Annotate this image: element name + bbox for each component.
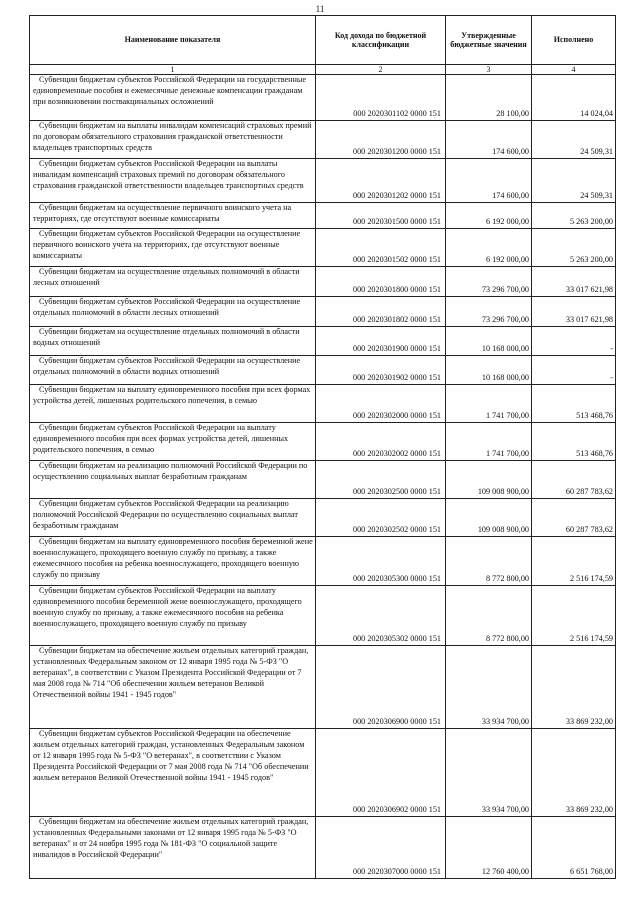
column-header-executed: Исполнено [532,16,616,65]
row-code: 000 2020301802 0000 151 [316,297,446,327]
row-executed: 2 516 174,59 [532,586,616,646]
row-code: 000 2020301902 0000 151 [316,356,446,385]
row-approved: 12 760 400,00 [446,817,532,879]
header-row [30,16,616,65]
row-approved: 8 772 800,00 [446,537,532,586]
table-row [30,356,616,385]
row-name: Субвенции бюджетам на осуществление отдельных полномочий в области водных отношений [30,327,316,356]
page-number: 11 [315,4,325,14]
row-approved: 10 168 000,00 [446,327,532,356]
row-name: Субвенции бюджетам субъектов Российской Федерации на осуществление отдельных полномочий в области водных отношений [30,356,316,385]
column-index: 3 [446,65,532,75]
column-index: 4 [532,65,616,75]
row-executed: - [532,327,616,356]
row-approved: 33 934 700,00 [446,646,532,729]
row-code: 000 2020302500 0000 151 [316,461,446,499]
row-executed: 33 869 232,00 [532,729,616,817]
row-executed: 5 263 200,00 [532,229,616,267]
row-approved: 6 192 000,00 [446,203,532,229]
table-row [30,423,616,461]
row-approved: 109 008 900,00 [446,499,532,537]
row-code: 000 2020305302 0000 151 [316,586,446,646]
row-name: Субвенции бюджетам субъектов Российской Федерации на осуществление отдельных полномочий в области лесных отношений [30,297,316,327]
row-code: 000 2020302000 0000 151 [316,385,446,423]
row-code: 000 2020301200 0000 151 [316,121,446,159]
table-row [30,817,616,879]
table-row [30,203,616,229]
table-row [30,646,616,729]
row-code: 000 2020302502 0000 151 [316,499,446,537]
row-executed: 5 263 200,00 [532,203,616,229]
table-row [30,499,616,537]
row-name: Субвенции бюджетам на осуществление отдельных полномочий в области лесных отношений [30,267,316,297]
row-name: Субвенции бюджетам на осуществление первичного воинского учета на территориях, где отсутствуют военные комиссариаты [30,203,316,229]
table-row [30,297,616,327]
table-row [30,121,616,159]
table-row [30,729,616,817]
row-approved: 28 100,00 [446,75,532,121]
row-executed: 33 017 621,98 [532,297,616,327]
row-executed: 513 468,76 [532,423,616,461]
row-approved: 10 168 000,00 [446,356,532,385]
row-executed: 14 024,04 [532,75,616,121]
row-executed: 513 468,76 [532,385,616,423]
row-code: 000 2020301800 0000 151 [316,267,446,297]
row-name: Субвенции бюджетам субъектов Российской Федерации на выплаты инвалидам компенсаций страховых премий по договорам обязательного страхования гражданской ответственности владельцев транспортных средств [30,159,316,203]
row-executed: 33 017 621,98 [532,267,616,297]
row-code: 000 2020306902 0000 151 [316,729,446,817]
row-executed: 33 869 232,00 [532,646,616,729]
row-name: Субвенции бюджетам на выплату единовременного пособия беременной жене военнослужащего, проходящего военную службу по призыву, а также ежемесячного пособия на ребенка военнослужащего, проходящего военную службу по призыву [30,537,316,586]
column-header-code: Код дохода по бюджетной классификации [316,16,446,65]
row-executed: - [532,356,616,385]
row-name: Субвенции бюджетам субъектов Российской Федерации на реализацию полномочий Российской Федерации по осуществлению социальных выплат безработным гражданам [30,499,316,537]
row-name: Субвенции бюджетам субъектов Российской Федерации на осуществление первичного воинского учета на территориях, где отсутствуют военные комиссариаты [30,229,316,267]
row-name: Субвенции бюджетам субъектов Российской Федерации на выплату единовременного пособия при всех формах устройства детей, лишенных родительского попечения, в семью [30,423,316,461]
table-row [30,267,616,297]
row-code: 000 2020301500 0000 151 [316,203,446,229]
table-row [30,327,616,356]
row-approved: 174 600,00 [446,121,532,159]
table-row [30,461,616,499]
column-index-row [30,65,616,75]
row-code: 000 2020301900 0000 151 [316,327,446,356]
row-executed: 6 651 768,00 [532,817,616,879]
row-approved: 33 934 700,00 [446,729,532,817]
row-approved: 6 192 000,00 [446,229,532,267]
row-approved: 8 772 800,00 [446,586,532,646]
row-code: 000 2020307000 0000 151 [316,817,446,879]
table-row [30,537,616,586]
row-name: Субвенции бюджетам на выплаты инвалидам компенсаций страховых премий по договорам обязательного страхования гражданской ответственности владельцев транспортных средств [30,121,316,159]
row-executed: 60 287 783,62 [532,499,616,537]
row-code: 000 2020306900 0000 151 [316,646,446,729]
row-name: Субвенции бюджетам субъектов Российской Федерации на выплату единовременного пособия беременной жене военнослужащего, проходящего военную службу по призыву, а также ежемесячного пособия на ребенка военнослужащего, проходящего военную службу по призыву [30,586,316,646]
column-index: 2 [316,65,446,75]
row-name: Субвенции бюджетам субъектов Российской Федерации на государственные единовременные пособия и ежемесячные денежные компенсации гражданам при возникновении поствакцинальных осложнений [30,75,316,121]
table-row [30,229,616,267]
row-code: 000 2020301102 0000 151 [316,75,446,121]
column-header-name: Наименование показателя [30,16,316,65]
row-executed: 24 509,31 [532,159,616,203]
row-code: 000 2020302002 0000 151 [316,423,446,461]
table-row [30,159,616,203]
row-name: Субвенции бюджетам на выплату единовременного пособия при всех формах устройства детей, лишенных родительского попечения, в семью [30,385,316,423]
row-executed: 24 509,31 [532,121,616,159]
row-approved: 174 600,00 [446,159,532,203]
row-approved: 1 741 700,00 [446,385,532,423]
row-code: 000 2020301202 0000 151 [316,159,446,203]
table-row [30,586,616,646]
table-row [30,385,616,423]
budget-table [29,15,616,879]
row-approved: 73 296 700,00 [446,297,532,327]
column-index: 1 [30,65,316,75]
row-name: Субвенции бюджетам на обеспечение жильем отдельных категорий граждан, установленных Федеральным законом от 12 января 1995 года № 5-ФЗ "О ветеранах", в соответствии с Указом Президента Российской Федерации от 7 мая 2008 года № 714 "Об обеспечении жильем ветеранов Великой Отечественной войны 1941 - 1945 годов" [30,646,316,729]
row-executed: 60 287 783,62 [532,461,616,499]
row-name: Субвенции бюджетам субъектов Российской Федерации на обеспечение жильем отдельных категорий граждан, установленных Федеральным законом от 12 января 1995 года № 5-ФЗ "О ветеранах", в соответствии с Указом Президента Российской Федерации от 7 мая 2008 года № 714 "Об обеспечении жильем ветеранов Великой Отечественной войны 1941 - 1945 годов" [30,729,316,817]
column-header-approved: Утвержденные бюджетные значения [446,16,532,65]
row-approved: 1 741 700,00 [446,423,532,461]
row-executed: 2 516 174,59 [532,537,616,586]
row-name: Субвенции бюджетам на обеспечение жильем отдельных категорий граждан, установленных Федеральными законами от 12 января 1995 года № 5-ФЗ "О ветеранах" и от 24 ноября 1995 года № 181-ФЗ "О социальной защите инвалидов в Российской Федерации" [30,817,316,879]
row-name: Субвенции бюджетам на реализацию полномочий Российской Федерации по осуществлению социальных выплат безработным гражданам [30,461,316,499]
row-code: 000 2020301502 0000 151 [316,229,446,267]
row-approved: 109 008 900,00 [446,461,532,499]
table-row [30,75,616,121]
row-approved: 73 296 700,00 [446,267,532,297]
row-code: 000 2020305300 0000 151 [316,537,446,586]
